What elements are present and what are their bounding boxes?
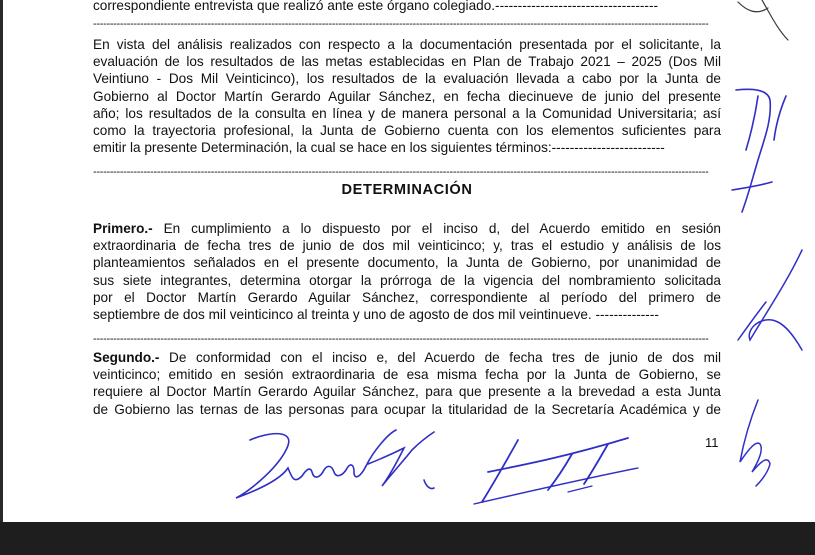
paragraph-line: Gobierno al Doctor Martín Gerardo Aguilar Sánchez, en fecha diecinueve de junio del presente: [93, 88, 721, 104]
paragraph-line: como la trayectoria profesional, la Junta de Gobierno cuenta con los elementos suficientes para: [93, 123, 721, 139]
signature-margin-icon: [728, 0, 815, 522]
paragraph-line: por el Doctor Martín Gerardo Aguilar Sánchez, correspondiente al período del primero de: [93, 289, 721, 305]
paragraph-line: En vista del análisis realizados con respecto a la documentación presentada por el solicitante, la: [93, 37, 721, 52]
signature-bottom-left-icon: [228, 420, 468, 510]
paragraph-line: veinticinco; emitido en sesión extraordinaria de esa misma fecha por la Junta de Gobierno, se: [93, 367, 721, 383]
paragraph-line: año; los resultados de la consulta en línea y de manera personal a la Comunidad Universitaria; así: [93, 105, 721, 121]
viewer-left-edge: [0, 0, 3, 522]
paragraph-line: de Gobierno las ternas de las personas para ocupar la titularidad de la Secretaría Académica y de: [93, 401, 721, 417]
dash-separator: ---------------------------------------------------------------------------------------------------------------------------------------------------------------------------------------: [93, 167, 709, 177]
page-number: 11: [705, 435, 719, 450]
paragraph-line: septiembre de dos mil veinticinco al treinta y uno de agosto de dos mil veintinueve. --------------: [93, 307, 659, 323]
paragraph-line: sus siete integrantes, determina otorgar la prórroga de la vigencia del nombramiento solicitada: [93, 272, 721, 288]
paragraph-primero: [93, 220, 721, 323]
clause-label-primero: Primero.-: [93, 221, 153, 236]
paragraph-line: Veintiuno - Dos Mil Veinticinco), los resultados de la evaluación llevada a cabo por la Junta de: [93, 71, 721, 87]
paragraph-analysis: [93, 36, 721, 156]
signature-bottom-right-icon: [468, 428, 668, 513]
paragraph-line: requiere al Doctor Martín Gerardo Aguilar Sánchez, para que presente a la brevedad a esta Junta: [93, 384, 721, 400]
paragraph-segundo: [93, 349, 721, 418]
dash-separator: ---------------------------------------------------------------------------------------------------------------------------------------------------------------------------------------: [93, 19, 709, 29]
section-heading: DETERMINACIÓN: [341, 182, 473, 198]
paragraph-line: Segundo.- De conformidad con el inciso e, del Acuerdo de fecha tres de junio de dos mil: [93, 350, 721, 365]
top-line: correspondiente entrevista que realizó ante este órgano colegiado.------------------------------------: [93, 0, 659, 13]
clause-label-segundo: Segundo.-: [93, 350, 160, 365]
paragraph-line: evaluación de los resultados de las metas establecidas en Plan de Trabajo 2021 – 2025 (Dos Mil: [93, 54, 721, 70]
paragraph-line: planteamientos señalados en el presente documento, la Junta de Gobierno, por unanimidad de: [93, 255, 721, 271]
viewer-bottom-bar: [0, 522, 815, 555]
paragraph-line: emitir la presente Determinación, la cual se hace en los siguientes términos:-------------------------: [93, 140, 665, 156]
paragraph-line: Primero.- En cumplimiento a lo dispuesto por el inciso d, del Acuerdo emitido en sesión: [93, 221, 721, 236]
paragraph-line: extraordinaria de fecha tres de junio de dos mil veinticinco; y, tras el estudio y análisis de los: [93, 238, 721, 254]
dash-separator: ---------------------------------------------------------------------------------------------------------------------------------------------------------------------------------------: [93, 334, 709, 344]
